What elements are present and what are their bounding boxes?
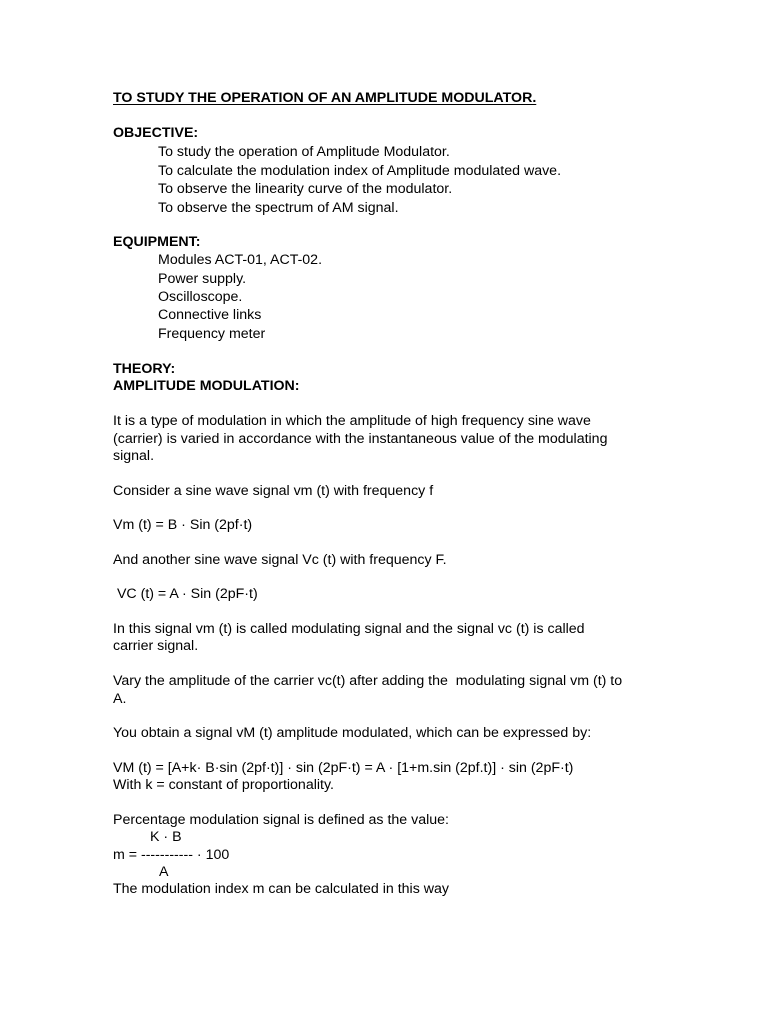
signal-definition-line: carrier signal.	[113, 638, 199, 654]
objective-item: To observe the linearity curve of the modulator.	[158, 181, 453, 197]
equipment-item: Modules ACT-01, ACT-02.	[158, 252, 323, 268]
amplitude-modulation-heading: AMPLITUDE MODULATION:	[113, 378, 300, 394]
equipment-item: Connective links	[158, 307, 262, 323]
signal-definition-line: In this signal vm (t) is called modulating signal and the signal vc (t) is called	[113, 621, 585, 637]
objective-item: To observe the spectrum of AM signal.	[158, 200, 399, 216]
equipment-item: Power supply.	[158, 271, 247, 287]
equation-vm: Vm (t) = B · Sin (2pf·t)	[113, 517, 253, 533]
modulation-formula: m = ----------- · 100	[113, 847, 230, 863]
document-title: TO STUDY THE OPERATION OF AN AMPLITUDE MODULATOR.	[113, 90, 537, 106]
equipment-heading: EQUIPMENT:	[113, 234, 201, 250]
equipment-item: Frequency meter	[158, 326, 266, 342]
theory-paragraph-line: (carrier) is varied in accordance with the instantaneous value of the modulating	[113, 431, 608, 447]
consider-text: Consider a sine wave signal vm (t) with frequency f	[113, 483, 434, 499]
fraction-denominator: A	[159, 864, 169, 880]
equation-am: VM (t) = [A+k· B·sin (2pf·t)] · sin (2pF·t) = A · [1+m.sin (2pf.t)] · sin (2pF·t)	[113, 760, 574, 776]
objective-heading: OBJECTIVE:	[113, 125, 199, 141]
theory-paragraph-line: It is a type of modulation in which the amplitude of high frequency sine wave	[113, 413, 591, 429]
theory-heading: THEORY:	[113, 361, 176, 377]
constant-definition: With k = constant of proportionality.	[113, 777, 334, 793]
vary-amplitude-line: Vary the amplitude of the carrier vc(t) after adding the modulating signal vm (t) to	[113, 673, 623, 689]
another-signal-text: And another sine wave signal Vc (t) with frequency F.	[113, 552, 447, 568]
equation-vc: VC (t) = A · Sin (2pF·t)	[113, 586, 258, 602]
modulation-index-text: The modulation index m can be calculated in this way	[113, 881, 449, 897]
fraction-numerator: K · B	[150, 829, 182, 845]
percentage-modulation-text: Percentage modulation signal is defined as the value:	[113, 812, 449, 828]
objective-item: To calculate the modulation index of Amplitude modulated wave.	[158, 163, 562, 179]
vary-amplitude-line: A.	[113, 691, 127, 707]
equipment-item: Oscilloscope.	[158, 289, 243, 305]
obtain-signal-text: You obtain a signal vM (t) amplitude modulated, which can be expressed by:	[113, 725, 592, 741]
theory-paragraph-line: signal.	[113, 448, 155, 464]
objective-item: To study the operation of Amplitude Modulator.	[158, 144, 450, 160]
